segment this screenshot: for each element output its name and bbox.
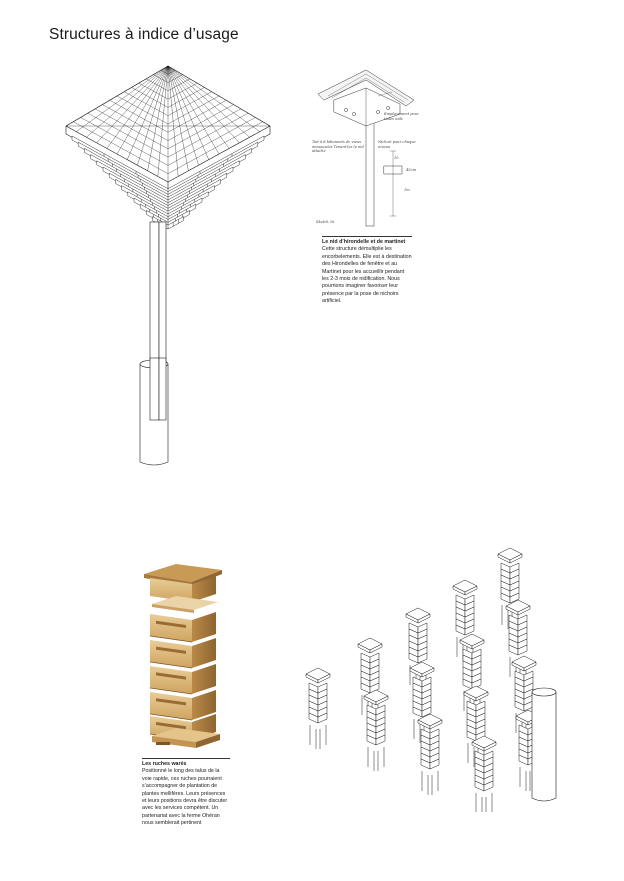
nest-caption-body: Cette structure démultiplie les encorbelements. Elle est à destination des Hirondelles de fenêtre et au Martinet pour les accueillir pendant les 2-3 mois de nidification. Nous pourrions imaginer favoriser leur présence par la pose de nichoirs artificiel.: [322, 246, 412, 305]
sketch-note-dim-2: 45cm: [406, 168, 416, 172]
pyramid-roof-tower-drawing: [60, 64, 280, 470]
nest-caption-rule: [322, 236, 412, 237]
page-title: Structures à indice d’usage: [49, 26, 239, 43]
nest-caption: [322, 236, 412, 306]
hives-caption-title: Les ruches warés: [142, 761, 187, 767]
sketch-note-dim-3: 1m: [404, 188, 410, 192]
hives-caption: [142, 758, 230, 828]
sketch-note-dim-1: 10: [394, 156, 399, 160]
sketch-note-left: Toit à 8 bâtonnets de vieux minuscules Tenant-les le nid attaché: [312, 140, 364, 154]
nest-caption-title: Le nid d’hirondelle et de martinet: [322, 239, 406, 245]
hive-field-isometric-drawing: [300, 540, 570, 812]
sketch-note-bottom: Sketch 26: [316, 220, 335, 224]
hives-caption-body: Positionné le long des talus de la voie rapide, ces ruches pourraient s’accompagner de plantation de plantes mellifères. Leurs présences et leurs positions devra être discuter avec les services compétent. Un partenariat avec la ferme Ohéran nous semblerait pertinent: [142, 768, 228, 827]
hives-caption-rule: [142, 758, 230, 759]
sketch-note-top: Emplacement pour tuiles nids: [384, 112, 419, 121]
warre-hive-stack-image: [136, 560, 228, 754]
sketch-note-right: Nichoir pour chaque niveau: [378, 140, 416, 149]
